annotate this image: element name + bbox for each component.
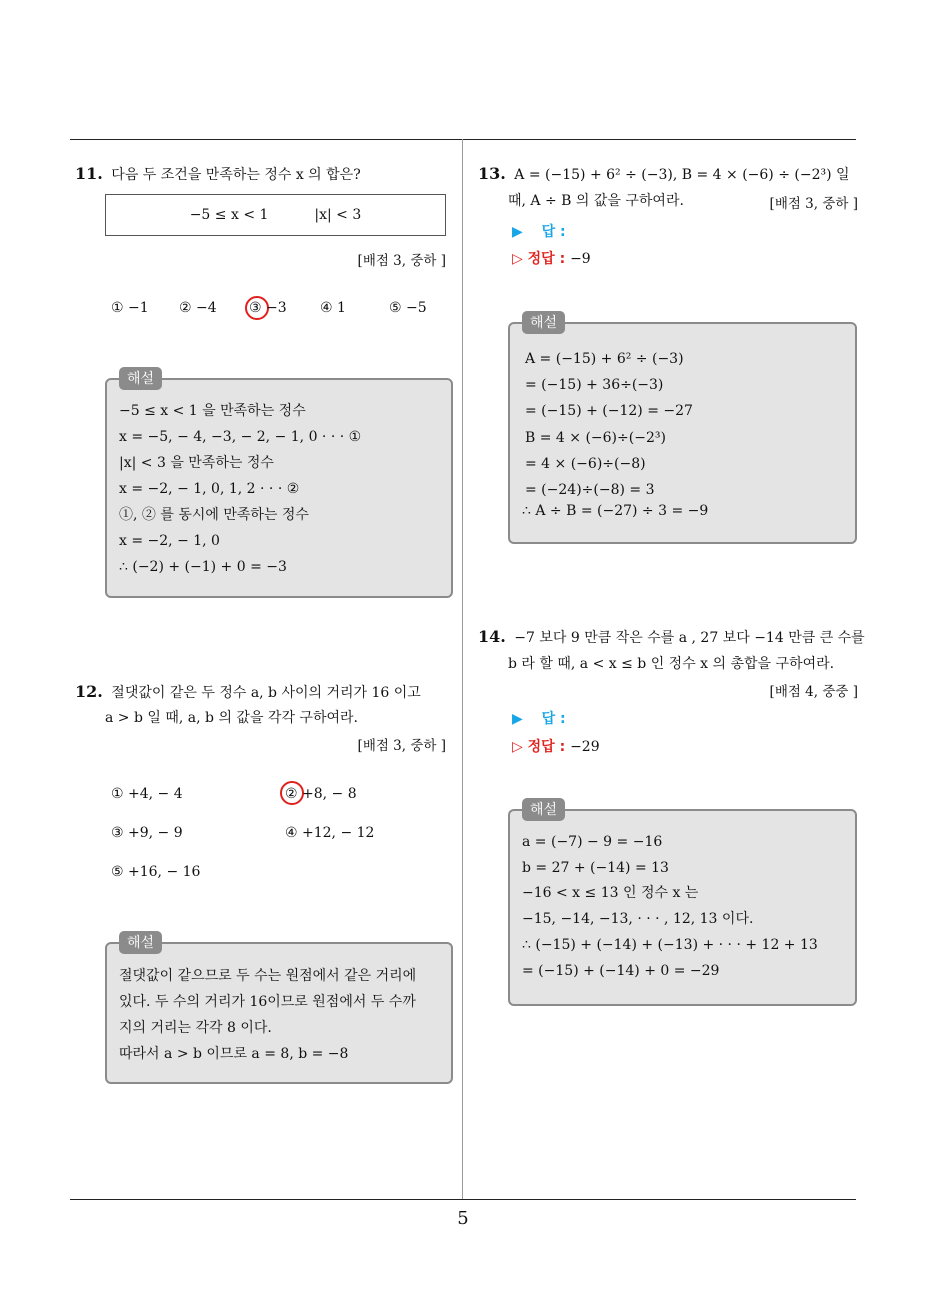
q11-text: 다음 두 조건을 만족하는 정수 x 의 합은? xyxy=(111,167,361,183)
q12-solution-line: 절댓값이 같으므로 두 수는 원점에서 같은 거리에 xyxy=(119,968,417,984)
play-outline-icon: ▷ xyxy=(512,251,523,267)
column-divider xyxy=(462,139,463,1200)
q12-choice-1: ① +4, − 4 xyxy=(111,786,183,802)
q12-solution-tag: 해설 xyxy=(119,931,162,954)
q14-solution-line: = (−15) + (−14) + 0 = −29 xyxy=(522,963,720,979)
q12-solution-line: 따라서 a > b 이므로 a = 8, b = −8 xyxy=(119,1046,349,1062)
q13-solution-tag: 해설 xyxy=(522,311,565,334)
q11-choice-3: ③ −3 xyxy=(249,300,287,316)
q13-solution-line: = (−15) + 36÷(−3) xyxy=(525,377,664,393)
q13-text-line2: 때, A ÷ B 의 값을 구하여라. xyxy=(508,193,684,209)
q11-solution-line: −5 ≤ x < 1 을 만족하는 정수 xyxy=(119,403,306,419)
q13-solution-line: = 4 × (−6)÷(−8) xyxy=(525,456,646,472)
q14-solution-line: b = 27 + (−14) = 13 xyxy=(522,860,669,876)
q12-score: [배점 3, 중하 ] xyxy=(357,738,446,754)
q12-solution-line: 지의 거리는 각각 8 이다. xyxy=(119,1020,272,1036)
q13-score: [배점 3, 중하 ] xyxy=(769,196,858,212)
play-outline-icon: ▷ xyxy=(512,739,523,755)
top-rule xyxy=(70,139,856,140)
q12-stem-line1 xyxy=(75,682,421,703)
q11-number: 11. xyxy=(75,164,103,183)
q13-solution-line: = (−15) + (−12) = −27 xyxy=(525,403,693,419)
page-number: 5 xyxy=(457,1208,469,1229)
q11-score: [배점 3, 중하 ] xyxy=(357,253,446,269)
q12-text-line1: 절댓값이 같은 두 정수 a, b 사이의 거리가 16 이고 xyxy=(111,685,421,701)
q12-choice-2: ② +8, − 8 xyxy=(285,786,357,802)
q11-solution-line: ①, ② 를 동시에 만족하는 정수 xyxy=(119,507,309,523)
q14-stem-line1 xyxy=(478,627,865,648)
q11-solution-line: ∴ (−2) + (−1) + 0 = −3 xyxy=(119,559,287,575)
q14-solution-line: −15, −14, −13, · · · , 12, 13 이다. xyxy=(522,911,754,927)
q13-solution-box xyxy=(508,315,857,544)
q11-stem xyxy=(75,164,361,185)
q14-solution-line: ∴ (−15) + (−14) + (−13) + · · · + 12 + 13 xyxy=(522,937,818,953)
q12-solution-line: 있다. 두 수의 거리가 16이므로 원점에서 두 수까 xyxy=(119,994,416,1010)
q13-solution-line: B = 4 × (−6)÷(−2³) xyxy=(525,430,666,446)
q12-choice-4: ④ +12, − 12 xyxy=(285,825,375,841)
q11-choice-2: ② −4 xyxy=(179,300,217,316)
q11-condition-box xyxy=(105,194,446,236)
q13-stem-line1 xyxy=(478,164,850,185)
q12-number: 12. xyxy=(75,682,103,701)
q11-solution-box xyxy=(105,371,453,598)
q11-solution-line: x = −2, − 1, 0, 1, 2 · · · ② xyxy=(119,481,300,497)
q14-solution-box xyxy=(508,802,857,1006)
q14-correct-row xyxy=(512,736,600,756)
q13-answer-row xyxy=(512,221,566,241)
q13-correct-row xyxy=(512,248,591,268)
q14-solution-line: −16 < x ≤ 13 인 정수 x 는 xyxy=(522,885,699,901)
q14-score: [배점 4, 중중 ] xyxy=(769,684,858,700)
play-filled-icon: ▶ xyxy=(512,224,523,240)
bottom-rule xyxy=(70,1199,856,1200)
q11-choice-4: ④ 1 xyxy=(320,300,346,316)
q14-correct-label: 정답 : xyxy=(527,739,566,755)
q11-solution-tag: 해설 xyxy=(119,367,162,390)
q11-condition-right: |x| < 3 xyxy=(314,207,362,223)
q14-answer-row xyxy=(512,708,566,728)
q13-answer-label: 답 : xyxy=(541,224,566,240)
q11-solution-line: |x| < 3 을 만족하는 정수 xyxy=(119,455,274,471)
q11-solution-line: x = −5, − 4, −3, − 2, − 1, 0 · · · ① xyxy=(119,429,362,445)
play-filled-icon: ▶ xyxy=(512,711,523,727)
q13-number: 13. xyxy=(478,164,506,183)
q13-solution-line: ∴ A ÷ B = (−27) ÷ 3 = −9 xyxy=(522,503,709,519)
q14-text-line2: b 라 할 때, a < x ≤ b 인 정수 x 의 총합을 구하여라. xyxy=(508,656,835,672)
q14-number: 14. xyxy=(478,627,506,646)
q11-solution-line: x = −2, − 1, 0 xyxy=(119,533,220,549)
q12-choice-3: ③ +9, − 9 xyxy=(111,825,183,841)
q14-answer-label: 답 : xyxy=(541,711,566,727)
q14-solution-tag: 해설 xyxy=(522,798,565,821)
q11-condition-left: −5 ≤ x < 1 xyxy=(189,207,269,223)
q12-choice-5: ⑤ +16, − 16 xyxy=(111,864,201,880)
q13-solution-line: = (−24)÷(−8) = 3 xyxy=(525,482,655,498)
q13-text-line1: A = (−15) + 6² ÷ (−3), B = 4 × (−6) ÷ (−2³) 일 xyxy=(514,167,850,183)
q13-correct-value: −9 xyxy=(570,251,591,267)
q13-solution-line: A = (−15) + 6² ÷ (−3) xyxy=(525,351,684,367)
q12-solution-box xyxy=(105,935,453,1084)
q11-choice-1: ① −1 xyxy=(111,300,149,316)
q14-solution-line: a = (−7) − 9 = −16 xyxy=(522,834,663,850)
q14-text-line1: −7 보다 9 만큼 작은 수를 a , 27 보다 −14 만큼 큰 수를 xyxy=(514,630,865,646)
q14-correct-value: −29 xyxy=(570,739,600,755)
q12-text-line2: a > b 일 때, a, b 의 값을 각각 구하여라. xyxy=(105,710,358,726)
q13-correct-label: 정답 : xyxy=(527,251,566,267)
q11-choice-5: ⑤ −5 xyxy=(389,300,427,316)
